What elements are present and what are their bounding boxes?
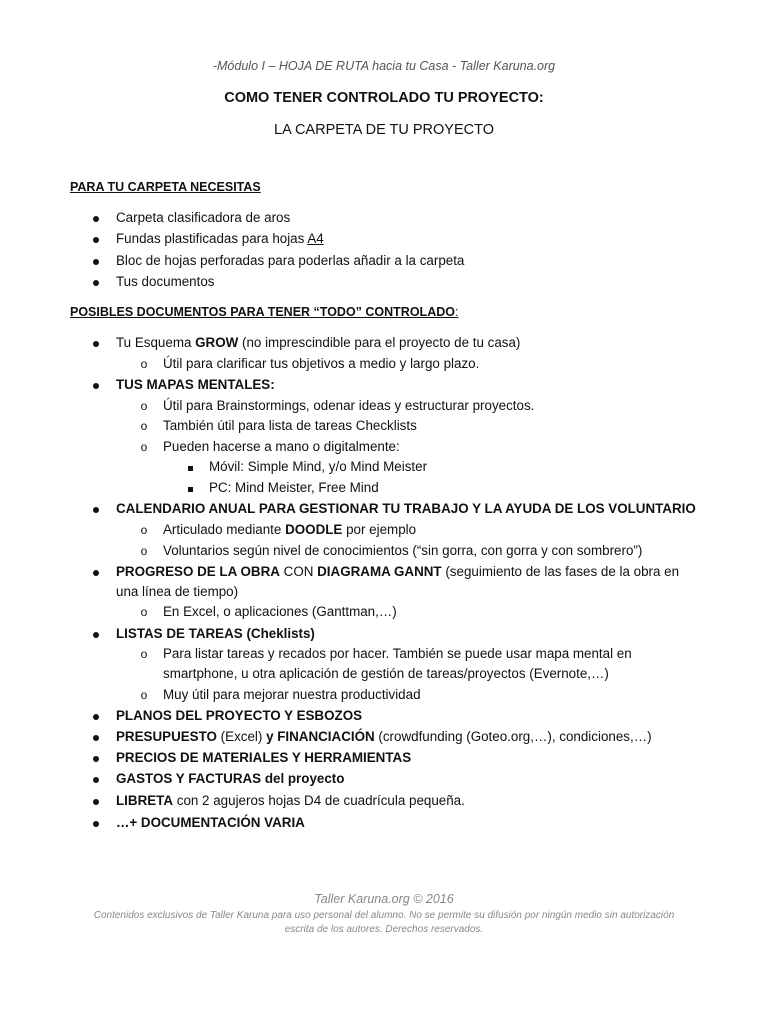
list-item-continuation: una línea de tiempo) xyxy=(116,584,239,599)
circle-bullet-icon: o xyxy=(140,647,148,661)
footer-copyright: Taller Karuna.org © 2016 xyxy=(314,892,454,906)
underlined-a4: A4 xyxy=(307,231,324,246)
bullet-icon xyxy=(91,814,101,832)
bullet-icon xyxy=(91,252,101,270)
bullet-icon xyxy=(91,563,101,581)
bullet-icon xyxy=(91,728,101,746)
section-heading-carpeta: PARA TU CARPETA NECESITAS xyxy=(70,180,261,194)
square-bullet-icon xyxy=(185,479,195,497)
circle-bullet-icon: o xyxy=(140,440,148,454)
sub-list-item-continuation: smartphone, u otra aplicación de gestión de tareas/proyectos (Evernote,…) xyxy=(163,666,609,681)
bullet-icon xyxy=(91,273,101,291)
footer-notice-line1: Contenidos exclusivos de Taller Karuna para uso personal del alumno. No se permite su difusión por ningún medio sin autorización xyxy=(93,910,675,921)
section-heading-documentos: POSIBLES DOCUMENTOS PARA TENER “TODO” CONTROLADO: xyxy=(70,305,459,319)
footer-notice xyxy=(0,909,768,937)
bullet-icon xyxy=(91,230,101,248)
page-subtitle: LA CARPETA DE TU PROYECTO xyxy=(274,122,494,138)
circle-bullet-icon: o xyxy=(140,688,148,702)
bullet-icon xyxy=(91,500,101,518)
bullet-icon xyxy=(91,792,101,810)
circle-bullet-icon: o xyxy=(140,357,148,371)
bullet-icon xyxy=(91,770,101,788)
bullet-icon xyxy=(91,625,101,643)
bullet-icon xyxy=(91,707,101,725)
page-title: COMO TENER CONTROLADO TU PROYECTO: xyxy=(224,90,544,106)
document-page: -Módulo I – HOJA DE RUTA hacia tu Casa - Taller Karuna.org COMO TENER CONTROLADO TU PROYECTO: LA CARPETA DE TU PROYECTO PARA TU CARPETA NECESITAS Carpeta clasificadora de aros Fundas plastificadas para hojas A4 Bloc de hojas perforadas para poderlas añadir a la carpeta Tus documentos POSIBLES DOCUMENTOS PARA TENER “TODO” CONTROLADO: Tu Esquema GROW (no imprescindible para el proyecto de tu casa) o Útil para clarificar tus objetivos a medio y largo plazo. TUS MAPAS MENTALES: o Útil para Brainstormings, odenar ideas y estructurar proyectos. o También útil para lista de tareas Checklists o Pueden hacerse a mano o digitalmente: Móvil: Simple Mind, y/o Mind Meister PC: Mind Meister, Free Mind CALENDARIO ANUAL PARA GESTIONAR TU TRABAJO Y LA AYUDA DE LOS VOLUNTARIO o Articulado mediante DOODLE por ejemplo o Voluntarios según nivel de conocimientos (“sin gorra, con gorra y con sombrero”) PROGRESO DE LA OBRA CON DIAGRAMA GANNT (seguimiento de las fases de la obra en una línea de tiempo) o En Excel, o aplicaciones (Ganttman,…) LISTAS DE TAREAS (Cheklists) o Para listar tareas y recados por hacer. También se puede usar mapa mental en smartphone, u otra aplicación de gestión de tareas/proyectos (Evernote,…) o Muy útil para mejorar nuestra productividad PLANOS DEL PROYECTO Y ESBOZOS PRESUPUESTO (Excel) y FINANCIACIÓN (crowdfunding (Goteo.org,…), condiciones,…) PRECIOS DE MATERIALES Y HERRAMIENTAS GASTOS Y FACTURAS del proyecto LIBRETA con 2 agujeros hojas D4 de cuadrícula pequeña. …+ DOCUMENTACIÓN VARIA Taller Karuna.org © 2016 Contenidos exclusivos de Taller Karuna para uso personal del alumno. No se permite su difusión por ningún medio sin autorización escrita de los autores. Derechos reservados. xyxy=(0,0,768,1024)
bullet-icon xyxy=(91,749,101,767)
circle-bullet-icon: o xyxy=(140,419,148,433)
page-header: -Módulo I – HOJA DE RUTA hacia tu Casa - Taller Karuna.org xyxy=(212,59,556,73)
footer-notice-line2: escrita de los autores. Derechos reservados. xyxy=(284,924,484,935)
square-bullet-icon xyxy=(185,458,195,476)
circle-bullet-icon: o xyxy=(140,399,148,413)
bullet-icon xyxy=(91,376,101,394)
circle-bullet-icon: o xyxy=(140,523,148,537)
bullet-icon xyxy=(91,209,101,227)
circle-bullet-icon: o xyxy=(140,605,148,619)
bullet-icon xyxy=(91,334,101,352)
circle-bullet-icon: o xyxy=(140,544,148,558)
